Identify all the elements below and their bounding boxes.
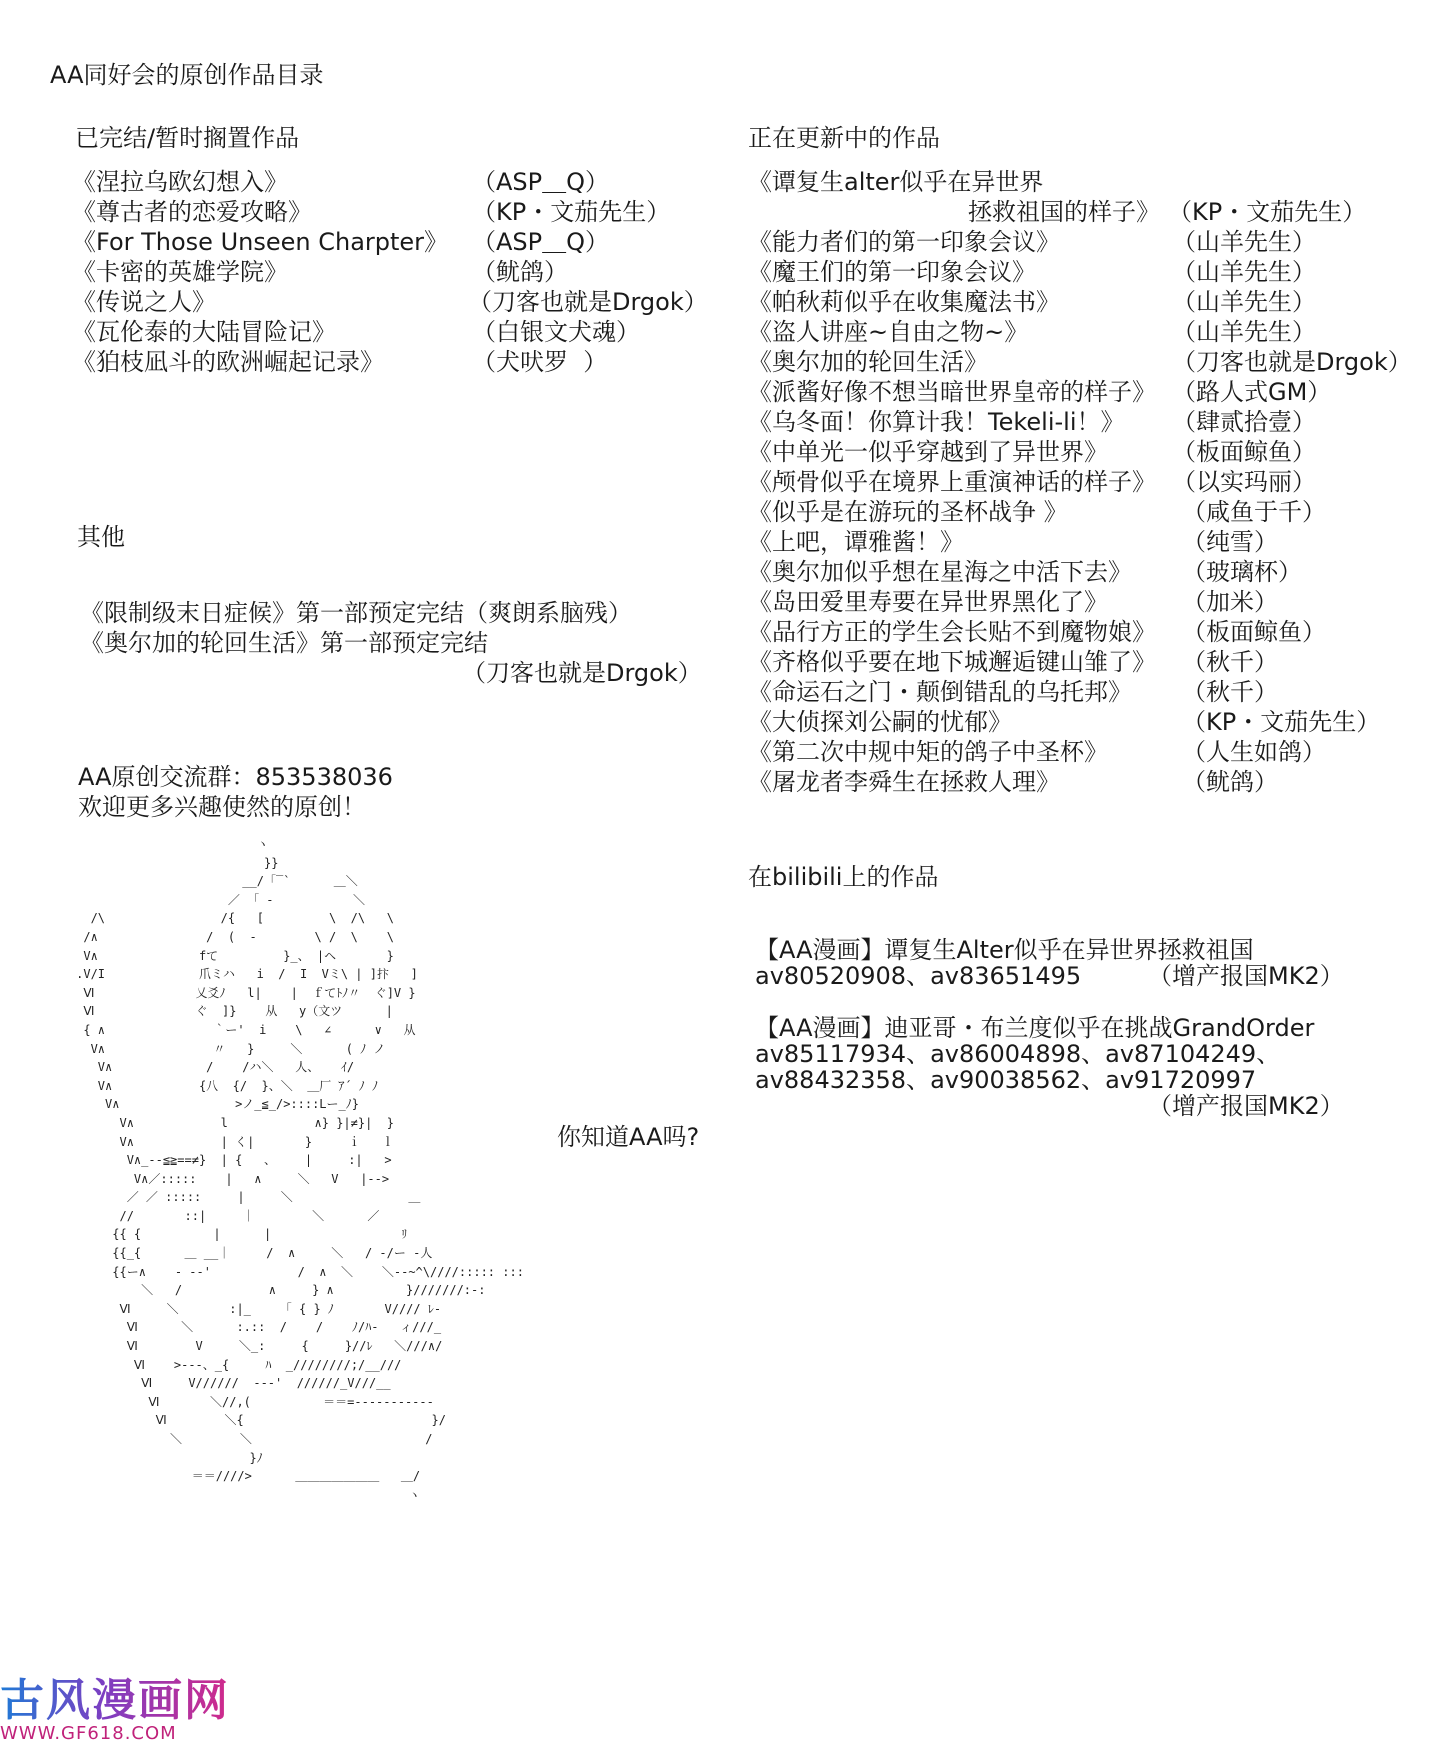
list-item-title: 《中单光一似乎穿越到了异世界》 (748, 438, 1108, 466)
list-item-title: 《盗人讲座~自由之物~》 (748, 318, 1029, 346)
list-item-title: 《上吧，谭雅酱！》 (748, 528, 964, 556)
list-item-title: 《第二次中规中矩的鸽子中圣杯》 (748, 738, 1108, 766)
list-item-title: 《奥尔加的轮回生活》 (748, 348, 988, 376)
site-logo: 古风漫画网 (0, 1675, 230, 1726)
list-item-author: （KP・文茄先生） (472, 198, 671, 226)
list-item-title: 《颅骨似乎在境界上重演神话的样子》 (748, 468, 1156, 496)
list-item-title: 《奥尔加似乎想在星海之中活下去》 (748, 558, 1132, 586)
ascii-art-illustration: ヽ }} __/「‾` ＿＼ ／ 「 ‐ ＼ /\ /{ [ \ /\ \ /∧ / ( ‐ \ / \ \ V∧ fて }_、 |ヘ } .V/I 爪ミハ i / I Vミ\ | ]抃 ] Ⅵ 乂爻ﾉ l| | ｆてﾄﾉ〃 ぐ]V } Ⅵ ぐ ]} 从 y（文ツ | { ∧ ｀ー' i \ ∠ ∨ 从 V∧ 〃 } ＼ ( ﾉ ノ V∧ / /ハ＼ 人、 ｲ/ V∧ {八 {/ }、＼ ＿厂 ｱ´ ﾉ ﾉ V∧ >ノ_≦_/>::::Lー_ﾉ} V∧ l ∧} }|≠}| } V∧ | く| } ｉ ｌ V∧_--≦≧==≠} | { 、 | :| > V∧／::::: | ∧ ＼ V |--> ／ ／ ::::: | ＼ ＿ // ::| ｜ ＼ ／ {{ { | | ﾘ {{_{ ＿ __｜ / ∧ ＼ / ‐/ー ‐人 {{ー∧ ‐ -‐' / ∧ ＼ ＼--~^\////::::: ::: ＼ / ∧ } ∧ }///////:-: Ⅵ ＼ :|_ 「 { } ﾉ V//// ﾚ- Ⅵ ＼ :.:: / / ﾉ/ﾊ- ィ///_ Ⅵ V ＼_: { }//ﾚ ＼///∧/ Ⅵ >‐‐‐、_{ ﾊ _////////;/__/// Ⅵ V////// ‐-‐' //////_V///__ Ⅵ ＼//,( ＝＝=‐‐‐‐‐‐‐‐‐‐‐ Ⅵ ＼{ }/ ＼ ＼ / }ﾉ ＝＝////> ＿＿＿＿＿＿＿ ＿/ ヽ (76, 837, 524, 1502)
bilibili-heading: 在bilibili上的作品 (748, 863, 939, 891)
bilibili-work-ids: av88432358、av90038562、av91720997 (755, 1066, 1257, 1094)
question-text: 你知道AA吗? (557, 1123, 700, 1151)
bilibili-work-ids: av80520908、av83651495 (755, 962, 1082, 990)
ongoing-heading: 正在更新中的作品 (748, 124, 940, 152)
list-item-author: （刀客也就是Drgok） (468, 288, 708, 316)
list-item-title: 《似乎是在游玩的圣杯战争 》 (748, 498, 1068, 526)
list-item-author: （秋千） (1182, 648, 1278, 676)
list-item-title: 《传说之人》 (72, 288, 216, 316)
list-item-author: （咸鱼于千） (1182, 498, 1326, 526)
list-item-author: （板面鲸鱼） (1182, 618, 1326, 646)
list-item-author: （犬吠罗 ） (472, 348, 608, 376)
others-author: （刀客也就是Drgok） (462, 659, 702, 687)
group-number: AA原创交流群：853538036 (78, 763, 393, 791)
list-item-author: （路人式GM） (1172, 378, 1332, 406)
list-item-title: 《谭复生alter似乎在异世界 (748, 168, 1044, 196)
list-item-author: （山羊先生） (1172, 228, 1316, 256)
list-item-author: （山羊先生） (1172, 288, 1316, 316)
list-item-title: 《命运石之门・颠倒错乱的乌托邦》 (748, 678, 1132, 706)
list-item-title: 《For Those Unseen Charpter》 (72, 228, 449, 256)
others-heading: 其他 (77, 523, 125, 551)
list-item-author: （加米） (1182, 588, 1278, 616)
list-item-title: 《狛枝凪斗的欧洲崛起记录》 (72, 348, 384, 376)
list-item-author: （KP・文茄先生） (1168, 198, 1367, 226)
list-item-title: 《帕秋莉似乎在收集魔法书》 (748, 288, 1060, 316)
list-item-title: 《派酱好像不想当暗世界皇帝的样子》 (748, 378, 1156, 406)
list-item-author: （刀客也就是Drgok） (1172, 348, 1412, 376)
list-item-author: （肆贰拾壹） (1172, 408, 1316, 436)
list-item-author: （板面鲸鱼） (1172, 438, 1316, 466)
list-item-author: （KP・文茄先生） (1182, 708, 1381, 736)
list-item-title: 《卡密的英雄学院》 (72, 258, 288, 286)
bilibili-work-title: 【AA漫画】迪亚哥・布兰度似乎在挑战GrandOrder (755, 1014, 1315, 1042)
list-item-title: 《屠龙者李舜生在拯救人理》 (748, 768, 1060, 796)
completed-heading: 已完结/暂时搁置作品 (75, 124, 300, 152)
list-item-author: （以实玛丽） (1172, 468, 1316, 496)
list-item-author: （玻璃杯） (1182, 558, 1302, 586)
list-item-author: （ASP＿Q） (472, 228, 610, 256)
list-item-title: 《尊古者的恋爱攻略》 (72, 198, 312, 226)
list-item-title: 《品行方正的学生会长贴不到魔物娘》 (748, 618, 1156, 646)
list-item-author: （鱿鸽） (1182, 768, 1278, 796)
others-line: 《奥尔加的轮回生活》第一部预定完结 (80, 629, 488, 657)
page-title: AA同好会的原创作品目录 (50, 61, 324, 89)
list-item-title: 《瓦伦泰的大陆冒险记》 (72, 318, 336, 346)
list-item-author: （山羊先生） (1172, 318, 1316, 346)
list-item-title: 《涅拉乌欧幻想入》 (72, 168, 288, 196)
list-item-title: 《乌冬面！你算计我！Tekeli-li！》 (748, 408, 1125, 436)
site-url: WWW.GF618.COM (0, 1723, 177, 1744)
list-item-author: （山羊先生） (1172, 258, 1316, 286)
list-item-title: 《齐格似乎要在地下城邂逅键山雏了》 (748, 648, 1156, 676)
group-welcome: 欢迎更多兴趣使然的原创！ (78, 793, 366, 821)
bilibili-work-author: （增产报国MK2） (1148, 962, 1344, 990)
list-item-title: 《魔王们的第一印象会议》 (748, 258, 1036, 286)
list-item-title: 拯救祖国的样子》 (968, 198, 1160, 226)
list-item-author: （秋千） (1182, 678, 1278, 706)
list-item-author: （纯雪） (1182, 528, 1278, 556)
list-item-author: （白银文犬魂） (472, 318, 640, 346)
list-item-title: 《能力者们的第一印象会议》 (748, 228, 1060, 256)
others-line: 《限制级末日症候》第一部预定完结（爽朗系脑残） (80, 599, 632, 627)
list-item-title: 《大侦探刘公嗣的忧郁》 (748, 708, 1012, 736)
list-item-author: （人生如鸽） (1182, 738, 1326, 766)
bilibili-work-ids: av85117934、av86004898、av87104249、 (755, 1040, 1281, 1068)
list-item-title: 《岛田爱里寿要在异世界黑化了》 (748, 588, 1108, 616)
bilibili-work-title: 【AA漫画】谭复生Alter似乎在异世界拯救祖国 (755, 936, 1254, 964)
list-item-author: （鱿鸽） (472, 258, 568, 286)
bilibili-work-author: （增产报国MK2） (1148, 1092, 1344, 1120)
list-item-author: （ASP＿Q） (472, 168, 610, 196)
